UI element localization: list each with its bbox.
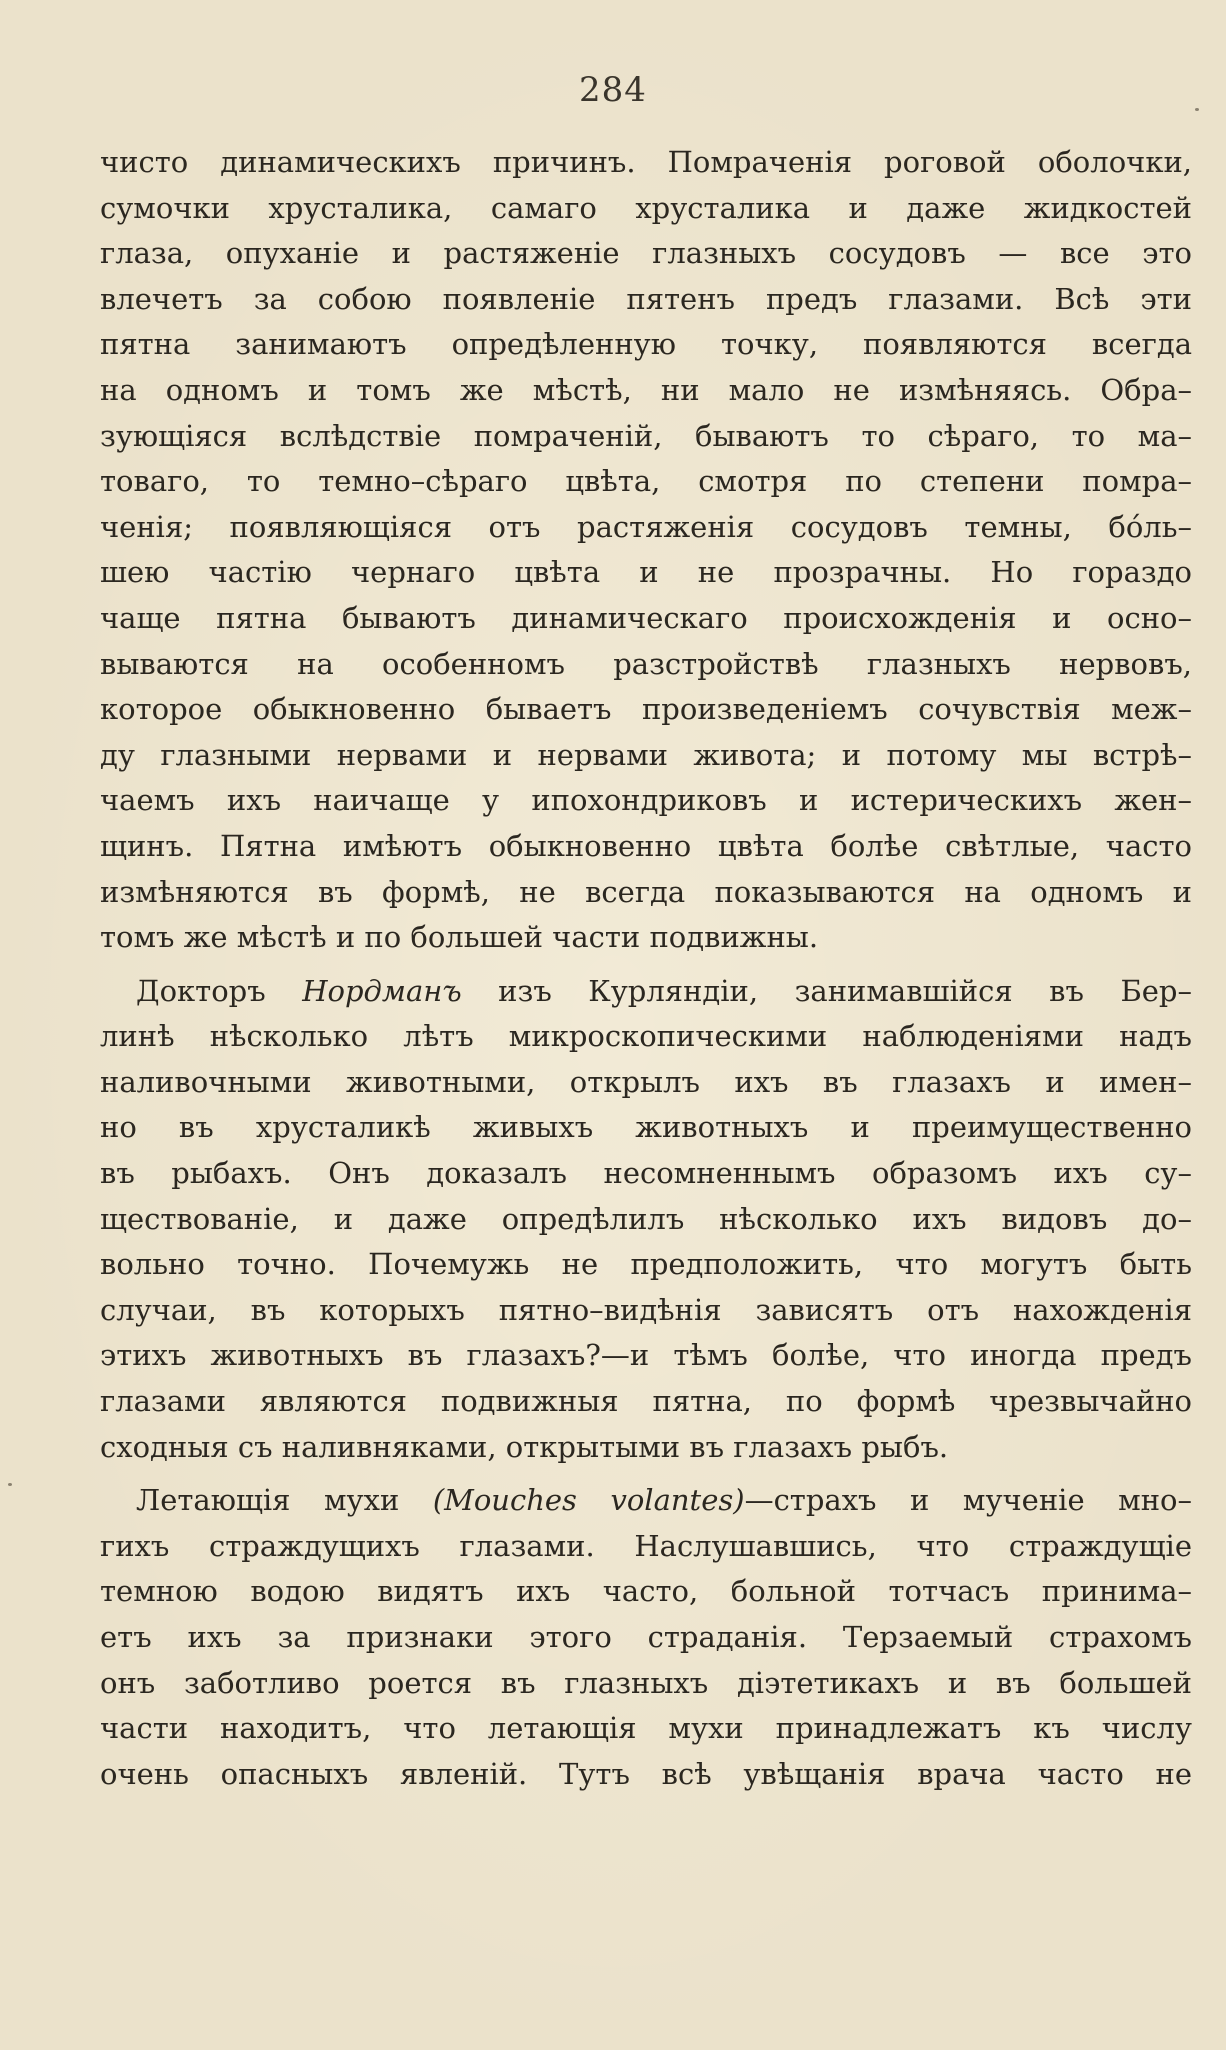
text-line: ченія; появляющіяся отъ растяженія сосудовъ темны, бóль– bbox=[100, 509, 1192, 544]
text-line: но въ хрусталикѣ живыхъ животныхъ и преимущественно bbox=[100, 1110, 1192, 1145]
text-line: онъ заботливо роется въ глазныхъ діэтетикахъ и въ большей bbox=[100, 1665, 1192, 1700]
paragraph-3 bbox=[100, 1524, 1192, 1798]
text-line: пятна занимаютъ опредѣленную точку, появляются всегда bbox=[100, 327, 1192, 362]
text-line: чаще пятна бываютъ динамическаго происхожденія и осно– bbox=[100, 600, 1192, 635]
text-line: етъ ихъ за признаки этого страданія. Терзаемый страхомъ bbox=[100, 1620, 1192, 1654]
text-line: гихъ страждущихъ глазами. Наслушавшись, что страждущіе bbox=[100, 1528, 1192, 1563]
text-line: измѣняются въ формѣ, не всегда показываются на одномъ и bbox=[100, 874, 1192, 909]
text-line: ществованіе, и даже опредѣлилъ нѣсколько ихъ видовъ до– bbox=[100, 1201, 1192, 1236]
text-line: глазами являются подвижныя пятна, по формѣ чрезвычайно bbox=[100, 1384, 1192, 1419]
text-run: Докторъ bbox=[136, 973, 303, 1008]
text-line: чисто динамическихъ причинъ. Помраченія роговой оболочки, bbox=[100, 145, 1192, 179]
text-line: части находитъ, что летающія мухи принадлежатъ къ числу bbox=[100, 1711, 1192, 1746]
text-line: въ рыбахъ. Онъ доказалъ несомненнымъ образомъ ихъ су– bbox=[100, 1156, 1192, 1191]
text-run: Летающія мухи bbox=[136, 1483, 433, 1518]
text-line: чаемъ ихъ наичаще у ипохондриковъ и истерическихъ жен– bbox=[100, 783, 1192, 818]
paper-speck bbox=[8, 1483, 12, 1486]
text-line: влечетъ за собою появленіе пятенъ предъ глазами. Всѣ эти bbox=[100, 281, 1192, 316]
text-line: щинъ. Пятна имѣютъ обыкновенно цвѣта болѣе свѣтлые, часто bbox=[100, 828, 1192, 863]
text-line: вываются на особенномъ разстройствѣ глазныхъ нервовъ, bbox=[100, 646, 1192, 681]
text-line: которое обыкновенно бываетъ произведеніемъ сочувствія меж– bbox=[100, 692, 1192, 727]
page-number: 284 bbox=[579, 70, 647, 110]
text-line: очень опасныхъ явленій. Тутъ всѣ увѣщанія врача часто не bbox=[100, 1756, 1192, 1791]
paragraph-2 bbox=[100, 1014, 1192, 1470]
text-line: линѣ нѣсколько лѣтъ микроскопическими наблюденіями надъ bbox=[100, 1019, 1192, 1054]
text-line: темною водою видятъ ихъ часто, больной тотчасъ принима– bbox=[100, 1574, 1192, 1609]
text-line: вольно точно. Почемужь не предположить, что могутъ быть bbox=[100, 1247, 1192, 1282]
text-line: случаи, въ которыхъ пятно–видѣнія зависятъ отъ нахожденія bbox=[100, 1292, 1192, 1327]
text-line: на одномъ и томъ же мѣстѣ, ни мало не измѣняясь. Обра– bbox=[100, 372, 1192, 407]
paragraph-3-first-line bbox=[100, 1478, 1192, 1524]
text-line: глаза, опуханіе и растяженіе глазныхъ сосудовъ — все это bbox=[100, 236, 1192, 271]
text-line: товаго, то темно–сѣраго цвѣта, смотря по степени помра– bbox=[100, 464, 1192, 499]
text-line: зующіяся вслѣдствіе помраченій, бываютъ то сѣраго, то ма– bbox=[100, 418, 1192, 453]
italic-name: Нордманъ bbox=[302, 973, 462, 1008]
text-run: изъ Курляндіи, занимавшійся въ Бер– bbox=[461, 973, 1192, 1008]
text-line: шею частію чернаго цвѣта и не прозрачны. Но гораздо bbox=[100, 555, 1192, 590]
paragraph-2-first-line bbox=[100, 969, 1192, 1015]
text-line: ду глазными нервами и нервами живота; и потому мы встрѣ– bbox=[100, 737, 1192, 772]
text-line: сходныя съ наливняками, открытыми въ глазахъ рыбъ. bbox=[100, 1429, 949, 1464]
paper-speck bbox=[1195, 108, 1199, 111]
italic-term: (Mouches volantes) bbox=[432, 1483, 745, 1518]
paragraph-1 bbox=[100, 140, 1192, 961]
body-text bbox=[100, 140, 1192, 1797]
text-line: этихъ животныхъ въ глазахъ?—и тѣмъ болѣе, что иногда предъ bbox=[100, 1338, 1192, 1373]
text-line: томъ же мѣстѣ и по большей части подвижны. bbox=[100, 920, 819, 955]
text-run: —страхъ и мученіе мно– bbox=[744, 1483, 1192, 1518]
text-line: сумочки хрусталика, самаго хрусталика и даже жидкостей bbox=[100, 190, 1192, 225]
text-line: наливочными животными, открылъ ихъ въ глазахъ и имен– bbox=[100, 1064, 1192, 1099]
